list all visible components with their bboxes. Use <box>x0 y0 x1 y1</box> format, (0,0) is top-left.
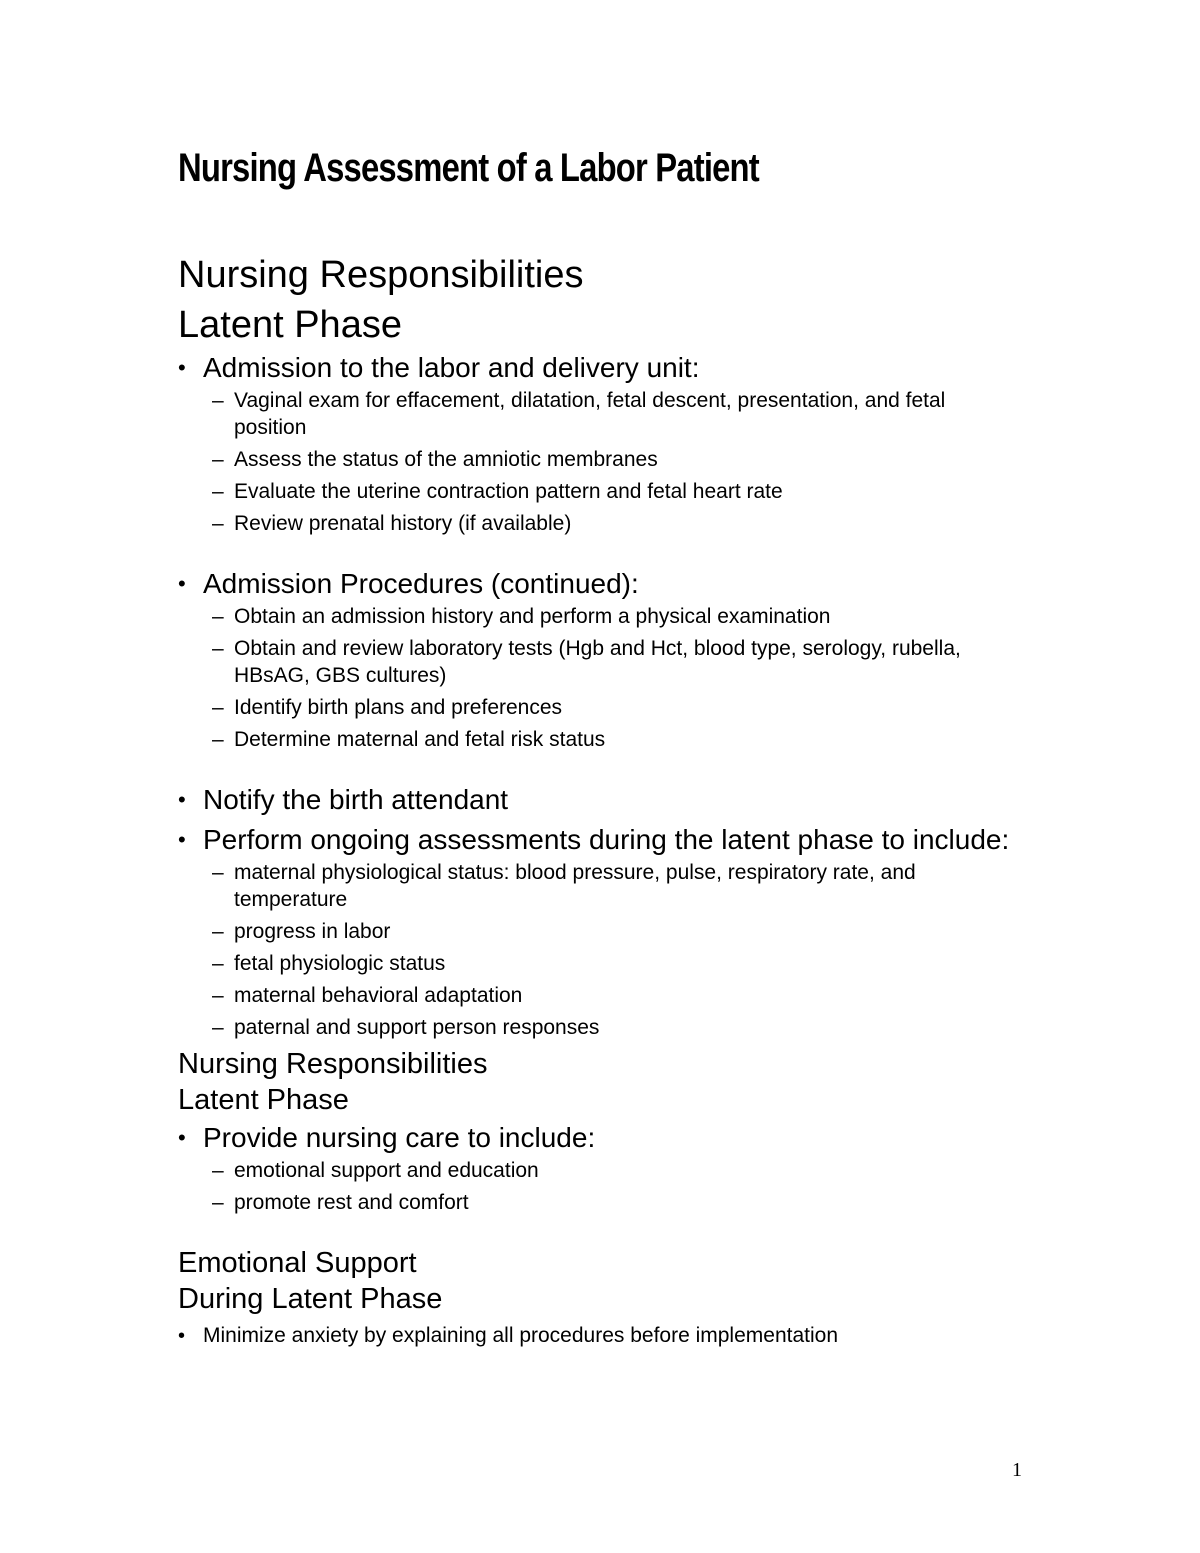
dash-icon: – <box>212 605 224 628</box>
sub-item <box>178 446 1014 473</box>
bullet-icon: • <box>178 1125 186 1150</box>
dash-icon: – <box>212 861 224 884</box>
sub-item <box>178 387 1014 441</box>
dash-icon: – <box>212 984 224 1007</box>
section-emotional-support <box>178 1245 1018 1350</box>
sub-item-text: Obtain an admission history and perform a physical examination <box>234 605 831 628</box>
dash-icon: – <box>212 1159 224 1182</box>
section-subheading: Latent Phase <box>178 1084 349 1116</box>
dash-icon: – <box>212 1016 224 1039</box>
sub-item-text: emotional support and education <box>234 1159 539 1182</box>
bullet-text: Minimize anxiety by explaining all procedures before implementation <box>203 1324 838 1347</box>
sub-item <box>178 1157 1014 1184</box>
sub-item-text: Assess the status of the amniotic membranes <box>234 448 658 471</box>
section-subheading: During Latent Phase <box>178 1283 443 1315</box>
bullet-icon: • <box>178 787 186 812</box>
bullet-text: Notify the birth attendant <box>203 784 509 815</box>
bullet-text: Provide nursing care to include: <box>203 1122 596 1153</box>
sub-item <box>178 478 1014 505</box>
dash-icon: – <box>212 920 224 943</box>
dash-icon: – <box>212 728 224 751</box>
dash-icon: – <box>212 637 224 660</box>
sub-item-text: progress in labor <box>234 920 391 943</box>
section-heading: Emotional Support <box>178 1247 417 1279</box>
bullet-item <box>178 822 1018 857</box>
bullet-icon: • <box>178 355 186 380</box>
section-heading: Nursing Responsibilities <box>178 254 584 296</box>
dash-icon: – <box>212 389 224 412</box>
bullet-text: Admission to the labor and delivery unit: <box>203 352 700 383</box>
sub-item-text: maternal physiological status: blood pressure, pulse, respiratory rate, and temperature <box>234 861 916 911</box>
bullet-item <box>178 1120 1018 1155</box>
sub-item <box>178 726 1014 753</box>
sub-item-text: Determine maternal and fetal risk status <box>234 728 606 751</box>
bullet-item <box>178 350 1018 385</box>
sub-item-text: Identify birth plans and preferences <box>234 696 563 719</box>
page-number: 1 <box>1012 1459 1022 1481</box>
sub-item-text: promote rest and comfort <box>234 1191 469 1214</box>
sub-item <box>178 603 1014 630</box>
bullet-text: Admission Procedures (continued): <box>203 568 639 599</box>
dash-icon: – <box>212 952 224 975</box>
document-body <box>178 250 1018 1350</box>
bullet-item <box>178 566 1018 601</box>
sub-item <box>178 1014 1014 1041</box>
bullet-text: Perform ongoing assessments during the latent phase to include: <box>203 824 1010 855</box>
sub-item-text: Obtain and review laboratory tests (Hgb and Hct, blood type, serology, rubella, HBsAG, GBS cultures) <box>234 637 961 687</box>
section-heading: Nursing Responsibilities <box>178 1048 488 1080</box>
sub-item-text: Review prenatal history (if available) <box>234 512 572 535</box>
sub-item <box>178 918 1014 945</box>
bullet-icon: • <box>178 1325 186 1347</box>
dash-icon: – <box>212 1191 224 1214</box>
dash-icon: – <box>212 448 224 471</box>
sub-item <box>178 982 1014 1009</box>
sub-item <box>178 510 1014 537</box>
sub-item <box>178 635 1014 689</box>
document-title: Nursing Assessment of a Labor Patient <box>178 146 759 190</box>
sub-item-text: Evaluate the uterine contraction pattern and fetal heart rate <box>234 480 783 503</box>
section-subheading: Latent Phase <box>178 304 402 346</box>
sub-item-text: maternal behavioral adaptation <box>234 984 523 1007</box>
sub-item-text: paternal and support person responses <box>234 1016 600 1039</box>
bullet-icon: • <box>178 827 186 852</box>
sub-item <box>178 1189 1014 1216</box>
bullet-item <box>178 782 1018 817</box>
section-latent-phase-responsibilities <box>178 250 1018 1041</box>
dash-icon: – <box>212 480 224 503</box>
sub-item <box>178 859 1014 913</box>
sub-item <box>178 694 1014 721</box>
bullet-item <box>178 1322 1018 1350</box>
bullet-icon: • <box>178 571 186 596</box>
sub-item-text: Vaginal exam for effacement, dilatation, fetal descent, presentation, and fetal position <box>234 389 946 439</box>
dash-icon: – <box>212 696 224 719</box>
sub-item-text: fetal physiologic status <box>234 952 446 975</box>
sub-item <box>178 950 1014 977</box>
dash-icon: – <box>212 512 224 535</box>
section-latent-phase-care <box>178 1046 1018 1216</box>
